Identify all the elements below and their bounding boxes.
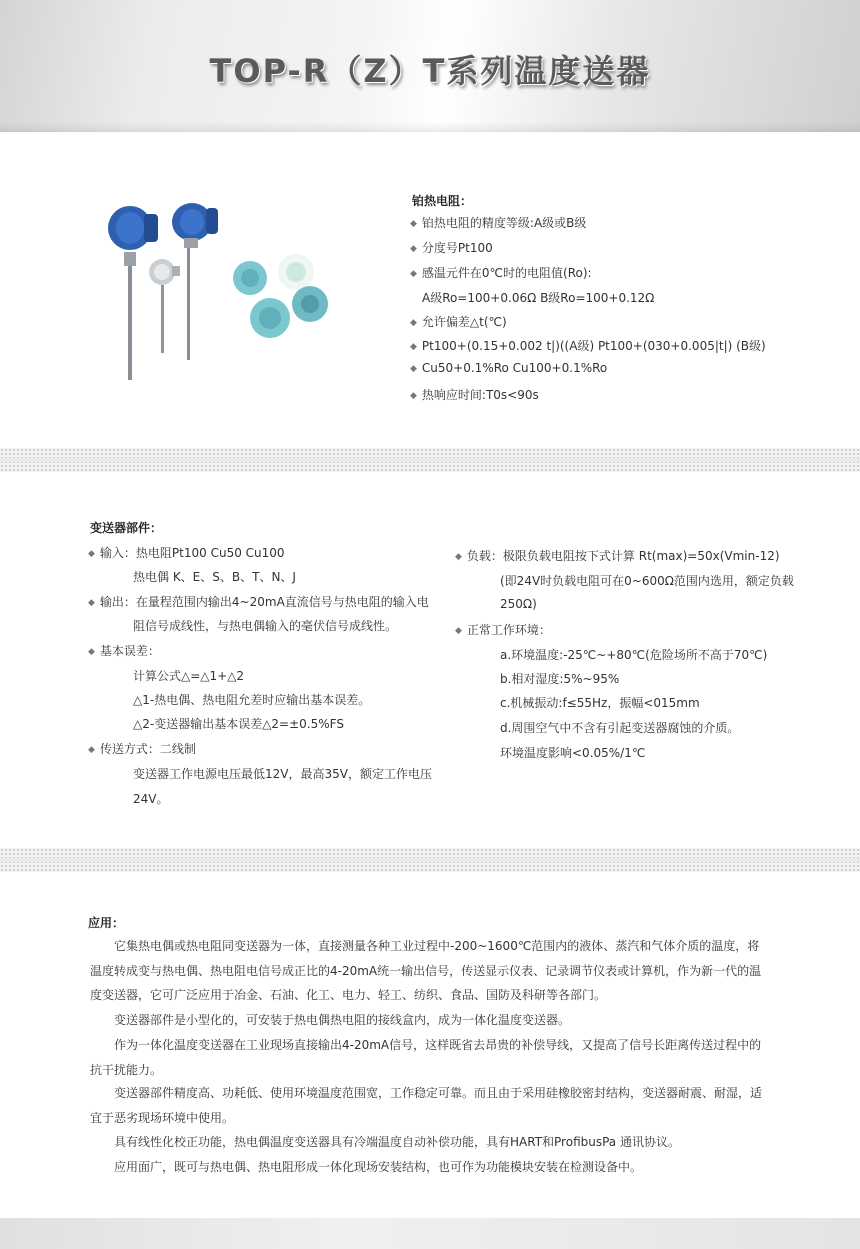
components-heading: 变送器部件： — [90, 521, 163, 535]
section-divider — [0, 848, 860, 872]
bullet-icon: ◆ — [410, 364, 417, 374]
platinum-item: ◆ 热响应时间:T0s<90s — [410, 388, 539, 402]
component-load: ◆ 负载：极限负载电阻按下式计算 Rt(max)=50x(Vmin-12) — [455, 549, 780, 563]
component-sub: 计算公式△=△1+△2 — [133, 669, 245, 683]
bullet-icon: ◆ — [455, 552, 462, 562]
platinum-heading: 铂热电阻： — [412, 194, 473, 208]
page-title: TOP-R（Z）T系列温度送器 — [209, 52, 651, 90]
ro-values: A级Ro=100+0.06Ω B级Ro=100+0.12Ω — [422, 291, 655, 305]
component-sub: a.环境温度:-25℃~+80℃(危险场所不高于70℃) — [500, 648, 768, 662]
bullet-icon: ◆ — [88, 598, 95, 608]
component-sub: 变送器工作电源电压最低12V，最高35V，额定工作电压 — [133, 767, 432, 781]
platinum-item: ◆ Pt100+(0.15+0.002 t|)((A级) Pt100+(030+0.005|t|) (B级) — [410, 339, 766, 353]
application-paragraph: 变送器部件精度高、功耗低、使用环境温度范围宽，工作稳定可靠。而且由于采用硅橡胶密封结构，变送器耐震、耐湿，适宜于恶劣现场环境中使用。 — [90, 1086, 763, 1125]
platinum-item: ◆ 感温元件在0℃时的电阻值(Ro): — [410, 266, 592, 280]
component-sub: c.机械振动:f≤55Hz，振幅<015mm — [500, 696, 700, 710]
application-paragraph: 作为一体化温度变送器在工业现场直接输出4-20mA信号，这样既省去昂贵的补偿导线，又提高了信号长距离传送过程中的抗干扰能力。 — [90, 1038, 762, 1077]
component-transmit: ◆ 传送方式：二线制 — [88, 742, 196, 756]
bullet-icon: ◆ — [455, 626, 462, 636]
platinum-item: ◆ Cu50+0.1%Ro Cu100+0.1%Ro — [410, 361, 608, 375]
platinum-item: ◆ 允许偏差△t(℃) — [410, 315, 507, 329]
platinum-item: ◆ 铂热电阻的精度等级:A级或B级 — [410, 216, 587, 230]
platinum-item: ◆ 分度号Pt100 — [410, 241, 493, 255]
application-paragraph: 变送器部件是小型化的，可安装于热电偶热电阻的接线盒内，成为一体化温度变送器。 — [114, 1013, 571, 1027]
bullet-icon: ◆ — [410, 342, 417, 352]
component-sub: d.周围空气中不含有引起变送器腐蚀的介质。 — [500, 721, 740, 735]
component-sub: b.相对湿度:5%~95% — [500, 672, 620, 686]
component-env: ◆ 正常工作环境： — [455, 623, 551, 637]
application-paragraph: 具有线性化校正功能，热电偶温度变送器具有冷端温度自动补偿功能，具有HART和ProfibusPa 通讯协议。 — [114, 1135, 680, 1149]
component-sub: 24V。 — [133, 792, 169, 806]
bullet-icon: ◆ — [410, 391, 417, 401]
component-input: ◆ 输入：热电阻Pt100 Cu50 Cu100 — [88, 546, 285, 560]
component-sub: △2-变送器输出基本误差△2=±0.5%FS — [133, 717, 344, 731]
bullet-icon: ◆ — [88, 647, 95, 657]
component-sub: 热电偶 K、E、S、B、T、N、J — [133, 570, 296, 584]
product-photo — [100, 200, 340, 390]
application-paragraph: 它集热电偶或热电阻同变送器为一体，直接测量各种工业过程中-200~1600℃范围内的液体、蒸汽和气体介质的温度，将温度转成变与热电偶、热电阻电信号成正比的4-20mA统一输出信号，传送显示仪表、记录调节仪表或计算机，作为新一代的温度变送器，它可广泛应用于冶金、石油、化工、电力、轻工、纺织、食品、国防及科研等各部门。 — [90, 939, 762, 1002]
bullet-icon: ◆ — [88, 745, 95, 755]
bullet-icon: ◆ — [410, 318, 417, 328]
application-paragraph: 应用面广，既可与热电偶、热电阻形成一体化现场安装结构，也可作为功能模块安装在检测设备中。 — [114, 1160, 643, 1174]
bullet-icon: ◆ — [410, 219, 417, 229]
header-banner — [0, 0, 860, 132]
component-sub: △1-热电偶、热电阻允差时应输出基本误差。 — [133, 693, 371, 707]
bullet-icon: ◆ — [410, 269, 417, 279]
component-sub: 环境温度影响<0.05%/1℃ — [500, 746, 646, 760]
component-sub: 阻信号成线性，与热电偶输入的毫伏信号成线性。 — [133, 619, 398, 633]
application-heading: 应用： — [88, 916, 125, 930]
footer-bar — [0, 1218, 860, 1249]
component-sub: 250Ω) — [500, 597, 537, 611]
component-output: ◆ 输出：在量程范围内输出4~20mA直流信号与热电阻的输入电 — [88, 595, 429, 609]
component-error: ◆ 基本误差： — [88, 644, 160, 658]
bullet-icon: ◆ — [88, 549, 95, 559]
bullet-icon: ◆ — [410, 244, 417, 254]
section-divider — [0, 448, 860, 472]
component-sub: (即24V时负载电阻可在0~600Ω范围内选用，额定负载 — [500, 574, 794, 588]
